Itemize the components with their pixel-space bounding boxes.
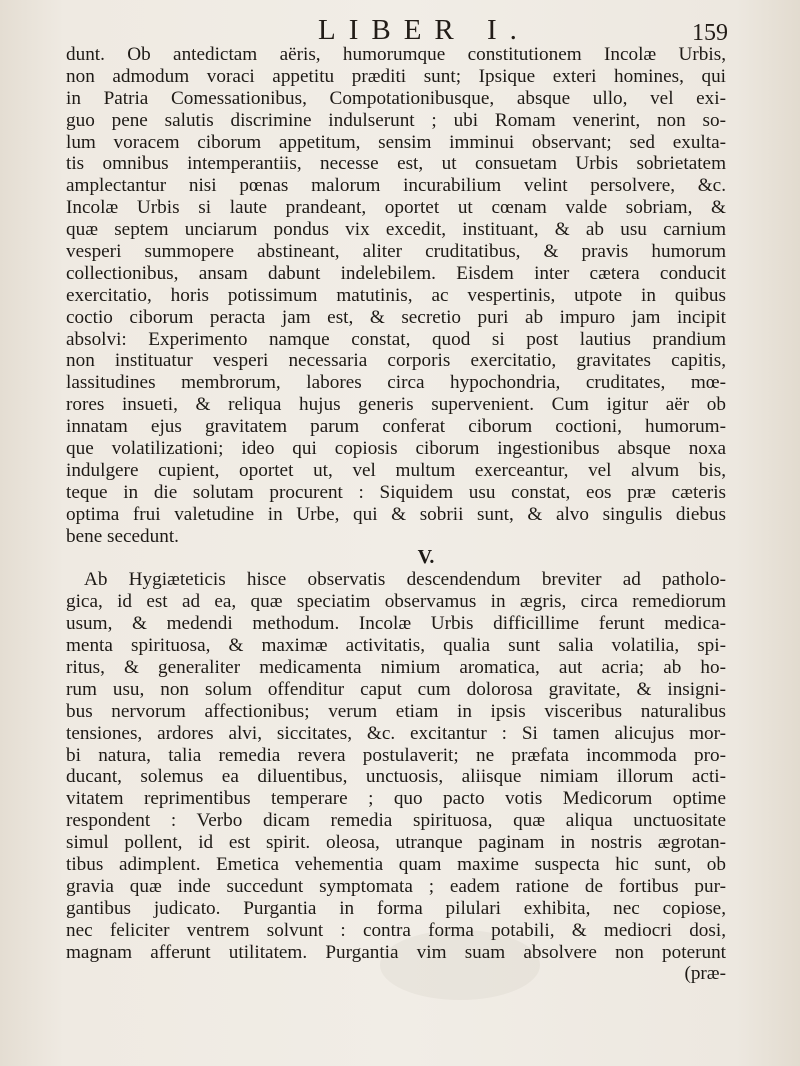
- text-line: teque in die solutam procurent : Siquidem usu constat, eos præ cæteris: [66, 481, 726, 503]
- text-line: Incolæ Urbis si laute prandeant, oportet ut cœnam valde sobriam, &: [66, 197, 726, 219]
- body-text: [66, 44, 726, 985]
- text-line: Ab Hygiæteticis hisce observatis descendendum breviter ad patholo-: [84, 569, 726, 591]
- text-line: tibus adimplent. Emetica vehementia quam maxime suspecta hic sunt, ob: [66, 853, 726, 875]
- text-line: guo pene salutis discrimine indulserunt ; ubi Romam venerint, non so-: [66, 109, 726, 131]
- text-line: lassitudines membrorum, labores circa hypochondria, cruditates, mœ-: [66, 372, 726, 394]
- text-line: rores insueti, & reliqua hujus generis supervenient. Cum igitur aër ob: [66, 394, 726, 416]
- text-line: respondent : Verbo dicam remedia spirituosa, quæ aliqua unctuositate: [66, 810, 726, 832]
- text-line: absolvi: Experimento namque constat, quod si post lautius prandium: [66, 328, 726, 350]
- text-line: dunt. Ob antedictam aëris, humorumque constitutionem Incolæ Urbis,: [66, 44, 726, 65]
- text-line: bene secedunt.: [66, 525, 179, 547]
- text-line: indulgere cupient, oportet ut, vel multum exerceantur, vel alvum bis,: [66, 459, 726, 481]
- book-title: LIBER I.: [318, 14, 530, 46]
- text-line: simul pollent, id est spirit. oleosa, utranque paginam in nostris ægrotan-: [66, 832, 726, 854]
- text-line: non instituatur vesperi necessaria corporis exercitatio, gravitates capitis,: [66, 350, 726, 372]
- text-line: in Patria Comessationibus, Compotationibusque, absque ullo, vel exi-: [66, 87, 726, 109]
- text-line: rum usu, non solum offenditur caput cum dolorosa gravitate, & insigni-: [66, 678, 726, 700]
- text-line: vesperi summopere abstineant, aliter cruditatibus, & pravis humorum: [66, 241, 726, 263]
- text-line: usum, & medendi methodum. Incolæ Urbis difficillime ferunt medica-: [66, 613, 726, 635]
- text-line: lum voracem ciborum appetitum, sensim imminui observant; sed exulta-: [66, 131, 726, 153]
- text-line: nec feliciter ventrem solvunt : contra forma potabili, & mediocri dosi,: [66, 919, 726, 941]
- text-line: amplectantur nisi pœnas malorum incurabilium velint persolvere, &c.: [66, 175, 726, 197]
- text-line: coctio ciborum peracta jam est, & secretio puri ab impuro jam incipit: [66, 306, 726, 328]
- text-line: gravia quæ inde succedunt symptomata ; eadem ratione de fortibus pur-: [66, 875, 726, 897]
- text-line: tensiones, ardores alvi, siccitates, &c. excitantur : Si tamen alicujus mor-: [66, 722, 726, 744]
- running-head: [0, 14, 800, 48]
- text-line: optima frui valetudine in Urbe, qui & sobrii sunt, & alvo singulis diebus: [66, 503, 726, 525]
- text-line: quæ septem unciarum pondus vix excedit, instituant, & ab usu carnium: [66, 219, 726, 241]
- text-line: exercitatio, horis potissimum matutinis, ac vespertinis, utpote in quibus: [66, 284, 726, 306]
- text-line: ritus, & generaliter medicamenta nimium aromatica, aut acria; ab ho-: [66, 656, 726, 678]
- text-line: bus nervorum affectionibus; verum etiam in ipsis visceribus naturalibus: [66, 700, 726, 722]
- text-line: gica, id est ad ea, quæ speciatim observamus in ægris, circa remediorum: [66, 591, 726, 613]
- text-line: que volatilizationi; ideo qui copiosis ciborum ingestionibus absque noxa: [66, 438, 726, 460]
- catchword: (præ-: [684, 963, 726, 985]
- text-line: vitatem reprimentibus temperare ; quo pacto votis Medicorum optime: [66, 788, 726, 810]
- text-line: bi natura, talia remedia revera postulaverit; ne præfata incommoda pro-: [66, 744, 726, 766]
- text-line: tis omnibus intemperantiis, necesse est, ut consuetam Urbis sobrietatem: [66, 153, 726, 175]
- text-line: ducant, solemus ea diluentibus, unctuosis, aliisque nimiam illorum acti-: [66, 766, 726, 788]
- text-line: non admodum voraci appetitu præditi sunt; Ipsique exteri homines, qui: [66, 65, 726, 87]
- text-line: menta spirituosa, & maximæ activitatis, qualia sunt salia volatilia, spi-: [66, 635, 726, 657]
- text-line: collectionibus, ansam dabunt indelebilem. Eisdem inter cætera conducit: [66, 262, 726, 284]
- page-number: 159: [692, 20, 728, 46]
- text-line: magnam afferunt utilitatem. Purgantia vim suam absolvere non poterunt: [66, 941, 726, 963]
- section-heading: V.: [417, 547, 435, 569]
- text-line: gantibus judicato. Purgantia in forma pilulari exhibita, nec copiose,: [66, 897, 726, 919]
- text-line: innatam ejus gravitatem parum conferat ciborum coctioni, humorum-: [66, 416, 726, 438]
